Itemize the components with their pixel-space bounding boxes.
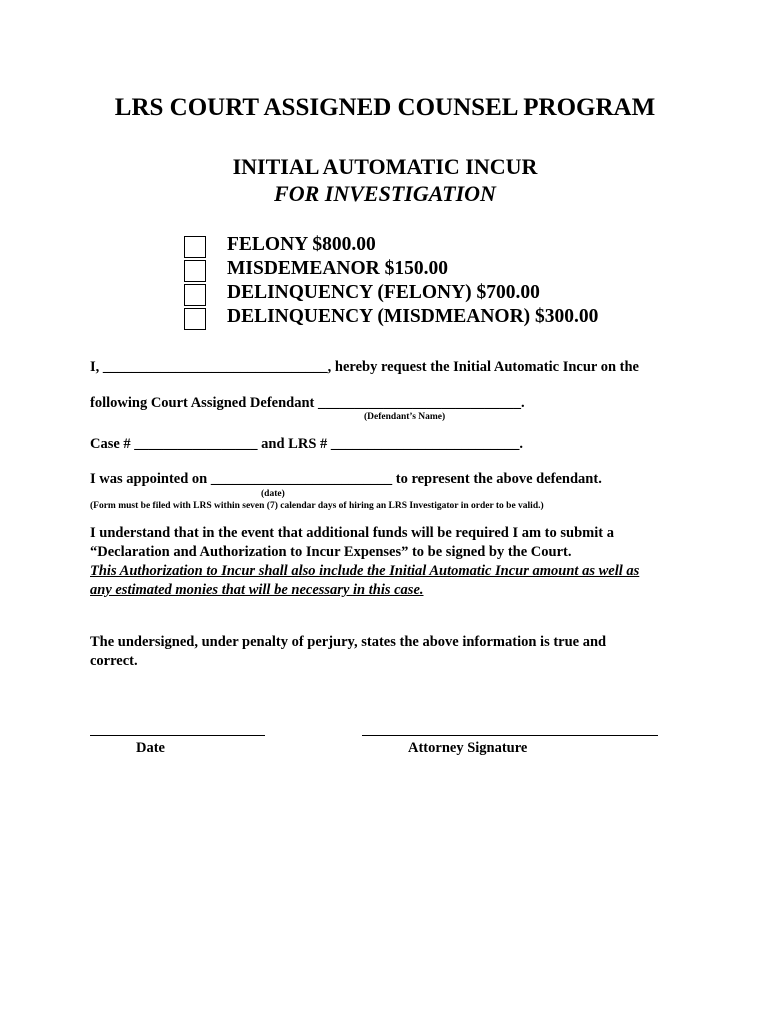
- understand-text-4: any estimated monies that will be necessary in this case.: [90, 582, 424, 598]
- delinquency-misdemeanor-checkbox[interactable]: [184, 308, 206, 330]
- option-misdemeanor-label: MISDEMEANOR $150.00: [227, 258, 449, 279]
- form-subtitle: INITIAL AUTOMATIC INCUR: [232, 154, 538, 179]
- option-delinquency-felony-label: DELINQUENCY (FELONY) $700.00: [227, 282, 540, 303]
- understand-text-2: “Declaration and Authorization to Incur Expenses” to be signed by the Court.: [90, 544, 572, 560]
- page-title: LRS COURT ASSIGNED COUNSEL PROGRAM: [114, 94, 656, 121]
- defendant-caption: (Defendant’s Name): [364, 412, 446, 422]
- attorney-signature-line[interactable]: [362, 735, 658, 736]
- understand-text-3: This Authorization to Incur shall also include the Initial Automatic Incur amount as well as: [90, 563, 640, 579]
- appointed-line: I was appointed on _________________________ to represent the above defendant.: [90, 471, 602, 487]
- understand-text-1: I understand that in the event that additional funds will be required I am to submit a: [90, 525, 614, 541]
- attorney-signature-label: Attorney Signature: [408, 740, 528, 756]
- perjury-text-1: The undersigned, under penalty of perjury, states the above information is true and: [90, 634, 607, 650]
- option-felony-label: FELONY $800.00: [227, 234, 376, 255]
- date-label: Date: [136, 740, 165, 756]
- perjury-text-2: correct.: [90, 653, 138, 669]
- misdemeanor-checkbox[interactable]: [184, 260, 206, 282]
- request-line: I, _______________________________, hereby request the Initial Automatic Incur on the: [90, 359, 639, 375]
- felony-checkbox[interactable]: [184, 236, 206, 258]
- date-signature-line[interactable]: [90, 735, 265, 736]
- case-line: Case # _________________ and LRS # __________________________.: [90, 436, 524, 452]
- form-note: (Form must be filed with LRS within seven (7) calendar days of hiring an LRS Investigator in order to be valid.): [90, 501, 544, 511]
- form-subtitle-italic: FOR INVESTIGATION: [274, 181, 496, 206]
- date-caption: (date): [261, 489, 285, 499]
- option-delinquency-misdemeanor-label: DELINQUENCY (MISDMEANOR) $300.00: [227, 306, 599, 327]
- defendant-line: following Court Assigned Defendant ____________________________.: [90, 395, 525, 411]
- delinquency-felony-checkbox[interactable]: [184, 284, 206, 306]
